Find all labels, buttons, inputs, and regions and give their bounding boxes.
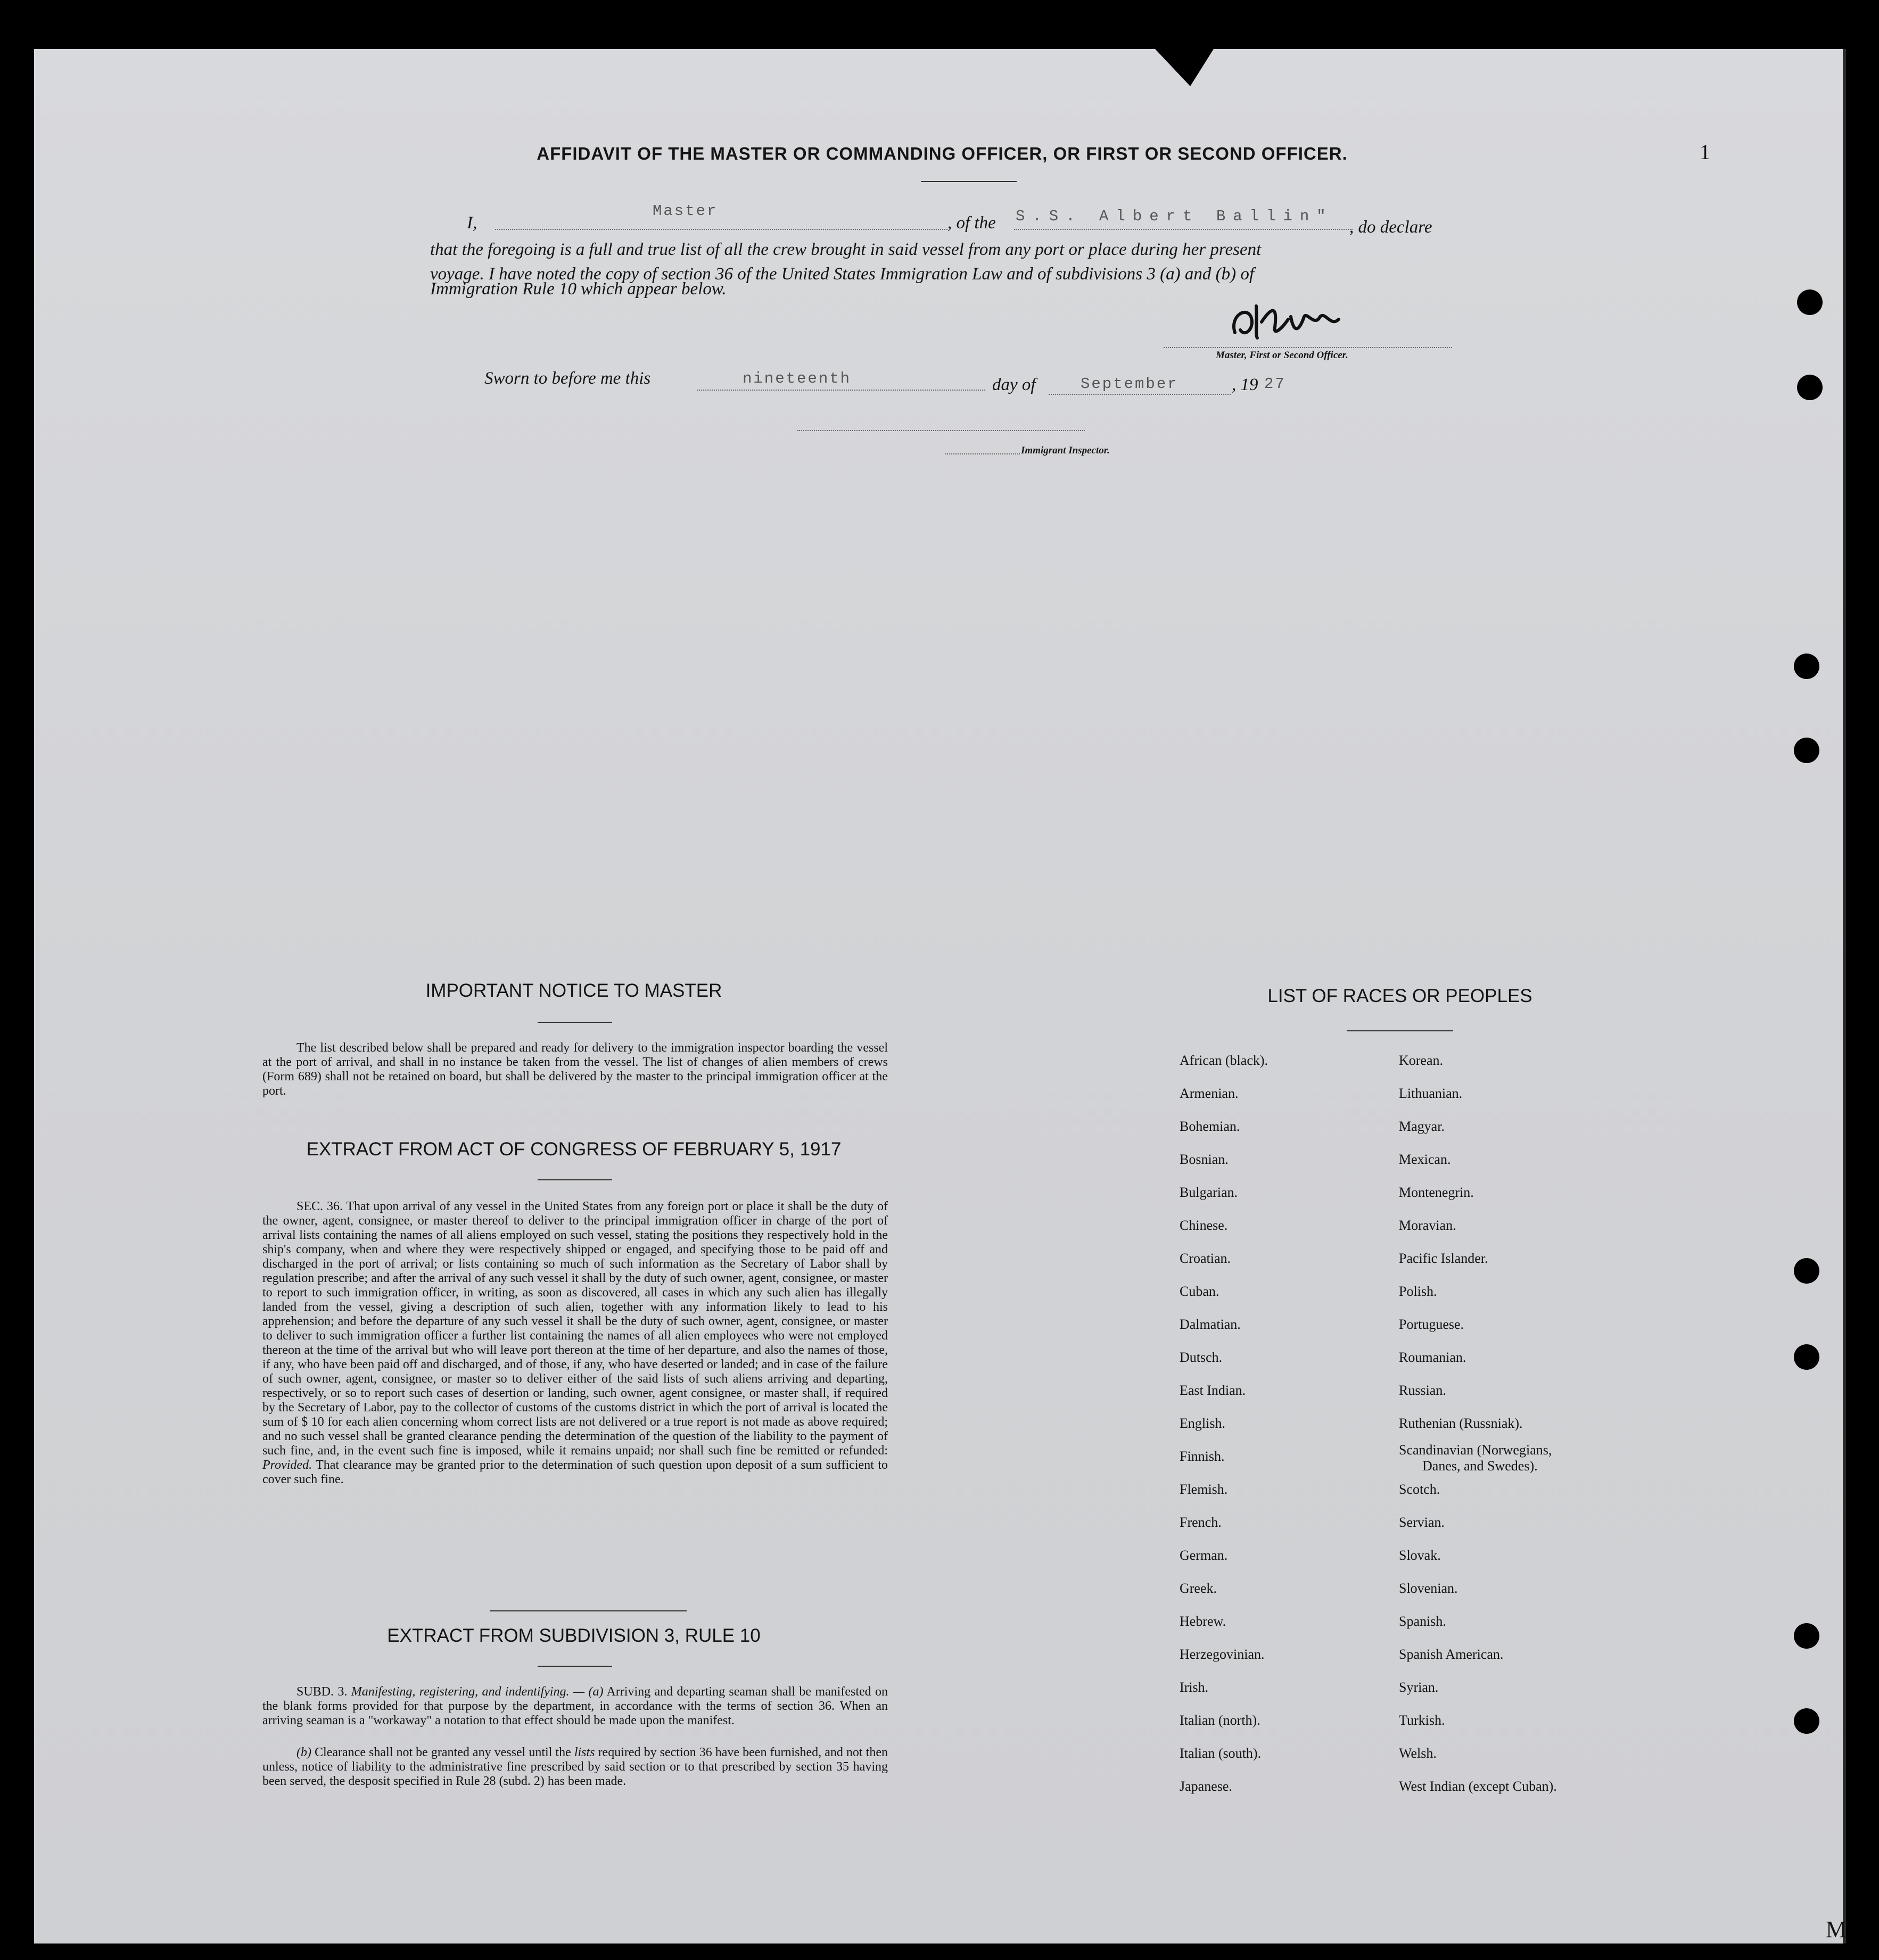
race-item: West Indian (except Cuban). xyxy=(1399,1779,1557,1794)
inspector-signature-line xyxy=(797,430,1085,431)
subd-b-lists: lists xyxy=(574,1746,595,1759)
race-item: Finnish. xyxy=(1180,1449,1225,1464)
act-text xyxy=(262,1200,888,1487)
races-rule xyxy=(1347,1030,1453,1031)
year-prefix: , 19 xyxy=(1232,375,1258,394)
punch-hole xyxy=(1794,738,1819,763)
races-heading: LIST OF RACES OR PEOPLES xyxy=(1267,986,1532,1006)
page-mark-top: 1 xyxy=(1700,140,1710,164)
race-item: Moravian. xyxy=(1399,1218,1456,1233)
subd-b-text-1: Clearance shall not be granted any vessel until the xyxy=(311,1746,574,1759)
punch-hole xyxy=(1794,1623,1819,1649)
race-item: Spanish American. xyxy=(1399,1647,1504,1662)
race-item: Japanese. xyxy=(1180,1779,1232,1794)
act-rule xyxy=(538,1179,612,1180)
do-declare-label: , do declare xyxy=(1349,218,1432,237)
sworn-month: September xyxy=(1081,375,1179,393)
day-of-label: day of xyxy=(992,375,1036,394)
subd-b-label: (b) xyxy=(296,1746,311,1759)
race-item: Croatian. xyxy=(1180,1251,1231,1266)
year-typed: 27 xyxy=(1264,375,1286,393)
punch-hole xyxy=(1794,654,1819,679)
race-item: German. xyxy=(1180,1548,1228,1563)
rule-heading: EXTRACT FROM SUBDIVISION 3, RULE 10 xyxy=(387,1625,761,1646)
act-end-rule xyxy=(490,1610,687,1611)
officer-signature xyxy=(1224,295,1373,349)
race-item: Russian. xyxy=(1399,1383,1446,1398)
race-item: English. xyxy=(1180,1416,1225,1431)
race-item: Mexican. xyxy=(1399,1152,1451,1167)
affidavit-line-4: Immigration Rule 10 which appear below. xyxy=(430,279,727,299)
notice-text: The list described below shall be prepared and ready for delivery to the immigration inspector boarding the vessel at the port of arrival, and shall in no instance be taken from the vessel. The list of changes of alien members of crews (Form 689) shall not be retained on board, but shall be delivered by the master to the principal immigration officer at the port. xyxy=(262,1041,888,1098)
race-item: Lithuanian. xyxy=(1399,1086,1463,1101)
rule-subd-a xyxy=(262,1685,888,1728)
race-item: Korean. xyxy=(1399,1053,1444,1068)
race-item: Greek. xyxy=(1180,1581,1217,1596)
punch-hole xyxy=(1794,1258,1819,1284)
race-item: Servian. xyxy=(1399,1515,1445,1530)
race-item: Bosnian. xyxy=(1180,1152,1229,1167)
race-item: East Indian. xyxy=(1180,1383,1246,1398)
race-item-continuation: Danes, and Swedes). xyxy=(1422,1458,1538,1474)
subd-a-text: Arriving and departing seaman shall be manifested on the blank forms provided for that purpose by the department, in accordance with the terms of section 36. When an arriving seaman is a "workaway" a notation to that effect should be made upon the manifest. xyxy=(262,1685,888,1727)
punch-hole xyxy=(1797,375,1823,400)
race-item: Herzegovinian. xyxy=(1180,1647,1265,1662)
sworn-day: nineteenth xyxy=(743,370,852,387)
master-typed: Master xyxy=(653,202,718,220)
sworn-prefix: Sworn to before me this xyxy=(484,369,651,388)
signature-caption: Master, First or Second Officer. xyxy=(1216,350,1348,361)
subd-b-text-2: required by section 36 have been furnished, and not then unless, notice of liability to the administrative fine prescribed by said section or to that prescribed by section 35 having been served, the desposit specified in Rule 28 (subd. 2) has been made. xyxy=(262,1746,888,1788)
race-item: Italian (north). xyxy=(1180,1713,1260,1728)
race-item: Cuban. xyxy=(1180,1284,1219,1299)
affidavit-line-2: that the foregoing is a full and true list of all the crew brought in said vessel from any port or place during her present xyxy=(430,240,1262,259)
race-item: Bohemian. xyxy=(1180,1119,1240,1134)
sworn-day-line xyxy=(697,390,985,391)
race-item: Spanish. xyxy=(1399,1614,1446,1629)
affidavit-line-3: voyage. I have noted the copy of section 36 of the United States Immigration Law and of subdivisions 3 (a) and (b) of xyxy=(430,264,1255,284)
punch-hole xyxy=(1794,1708,1819,1734)
punch-hole xyxy=(1797,290,1823,315)
race-item: Italian (south). xyxy=(1180,1746,1262,1761)
races-right-column xyxy=(1399,1044,1557,1803)
race-item: Scandinavian (Norwegians, Danes, and Swedes). xyxy=(1399,1440,1557,1473)
race-item: Flemish. xyxy=(1180,1482,1228,1497)
race-item: Welsh. xyxy=(1399,1746,1437,1761)
title-rule xyxy=(921,181,1017,182)
race-item: Hebrew. xyxy=(1180,1614,1226,1629)
sworn-month-line xyxy=(1049,394,1231,395)
act-provided: Provided. xyxy=(262,1458,312,1472)
race-item: Turkish. xyxy=(1399,1713,1445,1728)
race-item: Syrian. xyxy=(1399,1680,1439,1695)
race-item: Pacific Islander. xyxy=(1399,1251,1488,1266)
race-item: Bulgarian. xyxy=(1180,1185,1238,1200)
notice-heading: IMPORTANT NOTICE TO MASTER xyxy=(425,980,722,1001)
race-item: Magyar. xyxy=(1399,1119,1445,1134)
subd-title: Manifesting, registering, and indentifying. — (a) xyxy=(351,1685,604,1699)
act-heading: EXTRACT FROM ACT OF CONGRESS OF FEBRUARY 5, 1917 xyxy=(306,1139,842,1160)
race-item: Chinese. xyxy=(1180,1218,1228,1233)
races-left-column xyxy=(1180,1044,1268,1803)
race-item: Ruthenian (Russniak). xyxy=(1399,1416,1523,1431)
race-item: Slovak. xyxy=(1399,1548,1441,1563)
affidavit-i: I, xyxy=(467,213,477,233)
vessel-name-line xyxy=(1014,229,1353,230)
inspector-caption-leader xyxy=(945,453,1020,454)
vessel-typed: S.S. Albert Ballin" xyxy=(1016,208,1333,225)
subd-prefix: SUBD. 3. xyxy=(296,1685,351,1699)
race-item: French. xyxy=(1180,1515,1222,1530)
race-item: Dalmatian. xyxy=(1180,1317,1241,1332)
race-item: Scotch. xyxy=(1399,1482,1440,1497)
of-the-label: , of the xyxy=(947,213,996,233)
race-item: African (black). xyxy=(1180,1053,1268,1068)
rule-rule xyxy=(538,1666,612,1667)
act-body-end: That clearance may be granted prior to the determination of such question upon deposit of a sum sufficient to cover such fine. xyxy=(262,1458,888,1486)
race-item: Armenian. xyxy=(1180,1086,1239,1101)
affidavit-title: AFFIDAVIT OF THE MASTER OR COMMANDING OFFICER, OR FIRST OR SECOND OFFICER. xyxy=(537,144,1348,163)
race-item: Portuguese. xyxy=(1399,1317,1464,1332)
race-item: Montenegrin. xyxy=(1399,1185,1474,1200)
master-name-line xyxy=(495,229,947,230)
race-item: Dutsch. xyxy=(1180,1350,1223,1365)
page-mark-bottom: M xyxy=(1826,1916,1847,1942)
race-item: Irish. xyxy=(1180,1680,1209,1695)
race-item: Slovenian. xyxy=(1399,1581,1458,1596)
act-body: SEC. 36. That upon arrival of any vessel in the United States from any foreign port or place it shall be the duty of the owner, agent, consignee, or master thereof to deliver to the principal immigration officer in charge of the port of arrival lists containing the names of all aliens employed on such vessel, stating the positions they respectively hold in the ship's company, when and where they were respectively shipped or engaged, and specifying those to be paid off and discharged in the port of arrival; or lists containing so much of such information as the Secretary of Labor shall by regulation prescribe; and after the arrival of any such vessel it shall by the duty of such owner, agent, consignee, or master to report to such immigration officer, in writing, as soon as discovered, all cases in which any such alien has illegally landed from the vessel, giving a description of such alien, together with any information likely to lead to his apprehension; and before the departure of any such vessel it shall be the duty of such owner, agent, consignee, or master to deliver to such immigration officer a further list containing the names of all alien employees who were not employed thereon at the time of the arrival but who will leave port thereon at the time of her departure, and also the names of those, if any, who have been paid off and discharged, and of those, if any, who have deserted or landed; and in case of the failure of such owner, agent, consignee, or master so to deliver either of the said lists of such aliens arriving and departing, respectively, or so to report such cases of desertion or landing, such owner, agent consignee, or master shall, if required by the Secretary of Labor, pay to the collector of customs of the customs district in which the port of arrival is located the sum of $ 10 for each alien concerning whom correct lists are not delivered or a true report is not made as above required; and no such vessel shall be granted clearance pending the determination of the question of the liability to the payment of such fine, and, in the event such fine is imposed, while it remains unpaid; nor shall such fine be remitted or refunded: xyxy=(262,1200,888,1458)
race-item: Polish. xyxy=(1399,1284,1437,1299)
notice-rule xyxy=(538,1022,612,1023)
punch-hole xyxy=(1794,1344,1819,1370)
rule-subd-b xyxy=(262,1746,888,1789)
race-item: Roumanian. xyxy=(1399,1350,1466,1365)
signature-line xyxy=(1164,347,1452,348)
inspector-caption: Immigrant Inspector. xyxy=(1021,445,1110,456)
